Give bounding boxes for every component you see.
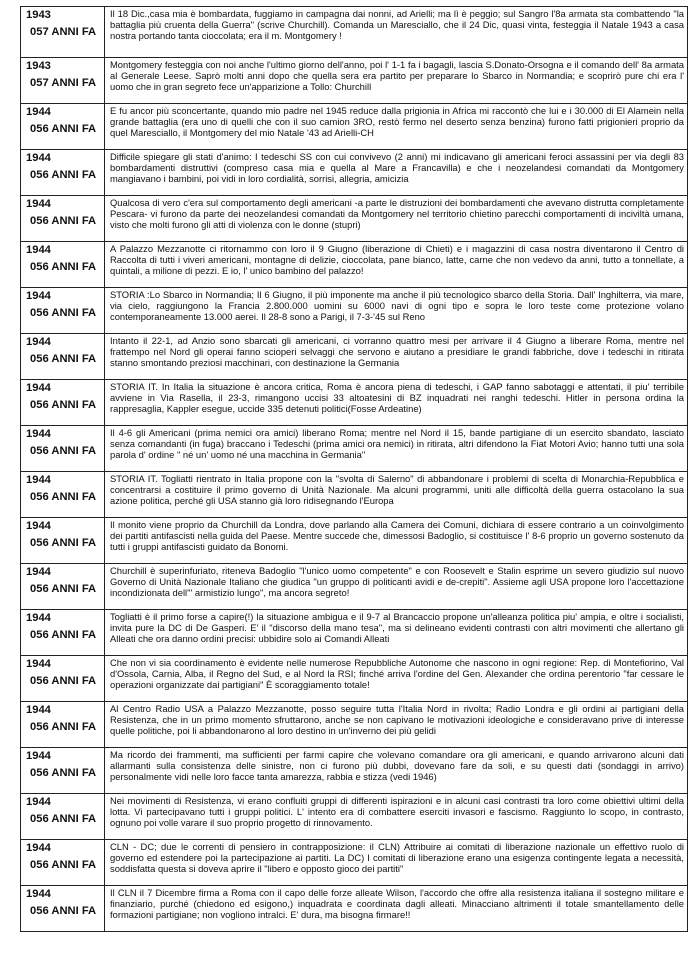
year-label: 1944 <box>26 106 51 118</box>
chronology-page <box>20 6 688 932</box>
chronology-row <box>21 7 688 58</box>
date-cell <box>21 150 105 196</box>
date-cell <box>21 380 105 426</box>
chronology-row <box>21 104 688 150</box>
date-cell <box>21 288 105 334</box>
years-ago-label: 056 ANNI FA <box>30 353 97 365</box>
date-cell <box>21 472 105 518</box>
event-text: Intanto il 22-1, ad Anzio sono sbarcati gli americani, ci vorranno quattro mesi per arrivare il 4 Giugno a liberare Roma, mentre nel frattempo nel Nord gli operai fanno scioperi selvaggi che servono e aiutano a presidiare le grandi fabbriche, dove i tedeschi in ritirata stanno smontando preziosi macchinari, con destinazione la Germania <box>105 334 688 380</box>
years-ago-label: 056 ANNI FA <box>30 767 97 779</box>
year-label: 1943 <box>26 9 51 21</box>
date-cell <box>21 656 105 702</box>
year-label: 1944 <box>26 520 51 532</box>
chronology-row <box>21 656 688 702</box>
years-ago-label: 056 ANNI FA <box>30 123 97 135</box>
chronology-row <box>21 426 688 472</box>
years-ago-label: 056 ANNI FA <box>30 859 97 871</box>
event-text: E fu ancor più sconcertante, quando mio padre nel 1945 reduce dalla prigionia in Africa mi raccontò che lui e i 30.000 di El Alamein nella grande battaglia (era uno di quelli che con il suo camion 3RO, restò fermo nel deserto senza benzina) furono fatti prigionieri proprio da quel Maresciallo, il Montgomery del mio Natale '43 ad Arielli-CH <box>105 104 688 150</box>
event-text: STORIA :Lo Sbarco in Normandia; Il 6 Giugno, il più imponente ma anche il più tecnologico sbarco della Storia. Dall' Inghilterra, via mare, via cielo, raggiungono la Francia 2.800.000 uomini su 6000 navi di ogni tipo e sopra le loro teste come protezione volano contemporaneamente 13.000 aerei. Il 28-8 sono a Parigi, il 7-3-'45 sul Reno <box>105 288 688 334</box>
years-ago-label: 056 ANNI FA <box>30 583 97 595</box>
chronology-row <box>21 886 688 932</box>
event-text: Montgomery festeggia con noi anche l'ultimo giorno dell'anno, poi l' 1-1 fa i bagagli, lascia S.Donato-Orsogna e il comando dell' 8a armata al Generale Leese. Saprò molti anni dopo che quella sera era partito per preparare lo Sbarco in Normandia; e scoprirò pure chi era l' uomo che in gran segreto fece un'apparizione a Tollo: Churchill <box>105 58 688 104</box>
year-label: 1944 <box>26 566 51 578</box>
years-ago-label: 056 ANNI FA <box>30 629 97 641</box>
date-cell <box>21 334 105 380</box>
date-cell <box>21 104 105 150</box>
years-ago-label: 056 ANNI FA <box>30 261 97 273</box>
year-label: 1944 <box>26 290 51 302</box>
date-cell <box>21 886 105 932</box>
event-text: Il monito viene proprio da Churchill da Londra, dove parlando alla Camera dei Comuni, dichiara di essere contrario a un coinvolgimento dei partiti antifascisti nella guida del Paese. Mentre succede che, dimessosi Badoglio, si costituisce l' 8-6 proprio un governo sostenuto da tutti i gruppi antifascisti guidato da Bonomi. <box>105 518 688 564</box>
event-text: Churchill è superinfuriato, riteneva Badoglio "l'unico uomo competente" e con Roosevelt e Stalin esprime un severo giudizio sul nuovo Governo di Unità Nazionale Italiano che giudica "un gruppo di politicanti avidi e de-crepiti". Assieme agli USA propone loro l'accettazione incondizionata dell'" armistizio lungo", ma ancora segreto! <box>105 564 688 610</box>
chronology-row <box>21 702 688 748</box>
event-text: Il CLN il 7 Dicembre firma a Roma con il capo delle forze alleate Wilson, l'accordo che offre alla resistenza italiana il sostegno militare e finanziario, purché (chiedono ed esigono,) inquadrata e coordinata dagli alleati. Minacciano altrimenti il totale smantellamento delle formazioni partigiane; non vogliono intralci. E' dura, ma bisogna firmare!! <box>105 886 688 932</box>
chronology-row <box>21 794 688 840</box>
date-cell <box>21 426 105 472</box>
chronology-row <box>21 288 688 334</box>
chronology-row <box>21 564 688 610</box>
year-label: 1944 <box>26 750 51 762</box>
date-cell <box>21 702 105 748</box>
years-ago-label: 056 ANNI FA <box>30 399 97 411</box>
years-ago-label: 056 ANNI FA <box>30 445 97 457</box>
years-ago-label: 056 ANNI FA <box>30 721 97 733</box>
event-text: A Palazzo Mezzanotte ci ritornammo con loro il 9 Giugno (liberazione di Chieti) e i magazzini di casa nostra diventarono il Centro di Raccolta di tutti i viveri americani, montagne di delizie, cioccolata, pane bianco, latte, carne che non vedevo da anni, tutto a tonnellate, a quintali, a milione di pezzi. E io, l' unico bambino del palazzo! <box>105 242 688 288</box>
year-label: 1944 <box>26 198 51 210</box>
chronology-table <box>20 6 688 932</box>
years-ago-label: 056 ANNI FA <box>30 905 97 917</box>
chronology-row <box>21 58 688 104</box>
year-label: 1943 <box>26 60 51 72</box>
date-cell <box>21 840 105 886</box>
event-text: Qualcosa di vero c'era sul comportamento degli americani -a parte le distruzioni dei bombardamenti che avevano distrutta completamente Pescara- vi furono da parte dei neozelandesi comandati da Montgomery nel territorio chietino parecchi comportamenti di inciviltà umana, visto che molti furono gli atti di violenza con le donne (stupri) <box>105 196 688 242</box>
year-label: 1944 <box>26 842 51 854</box>
years-ago-label: 057 ANNI FA <box>30 77 97 89</box>
years-ago-label: 056 ANNI FA <box>30 675 97 687</box>
event-text: Ma ricordo dei frammenti, ma sufficienti per farmi capire che volevano comandare ora gli americani, e quando arrivarono alcuni dati allarmanti sulla consistenza delle sinistre, non ci furono più dubbi, dovevano fare da soli, e su questi dati (sondaggi in arrivo) personalmente vidi nelle loro facce tanta amarezza, rabbia e stizza (vedi 1946) <box>105 748 688 794</box>
year-label: 1944 <box>26 428 51 440</box>
date-cell <box>21 610 105 656</box>
event-text: Nei movimenti di Resistenza, vi erano confluiti gruppi di differenti ispirazioni e in alcuni casi contrasti tra loro come obiettivi ultimi della lotta. Vi partecipavano tutti i gruppi politici. L' intento era di combattere eserciti invasori e fascismo. Raggiunto lo scopo, in contrasto, ognuno poi volle varare il suo proprio progetto di rinnovamento. <box>105 794 688 840</box>
chronology-row <box>21 242 688 288</box>
year-label: 1944 <box>26 612 51 624</box>
years-ago-label: 056 ANNI FA <box>30 813 97 825</box>
year-label: 1944 <box>26 474 51 486</box>
date-cell <box>21 7 105 58</box>
year-label: 1944 <box>26 888 51 900</box>
years-ago-label: 056 ANNI FA <box>30 215 97 227</box>
year-label: 1944 <box>26 796 51 808</box>
date-cell <box>21 518 105 564</box>
date-cell <box>21 748 105 794</box>
event-text: CLN - DC; due le correnti di pensiero in contrapposizione: il CLN) Attribuire ai comitati di liberazione nazionale un effettivo ruolo di governo ed estendere poi la partecipazione ai partiti. La DC) I comitati di liberazione erano una esigenza contingente legata a necessità, soddisfatta questa si doveva aprire il "libero e opposto gioco dei partiti" <box>105 840 688 886</box>
year-label: 1944 <box>26 704 51 716</box>
years-ago-label: 056 ANNI FA <box>30 169 97 181</box>
event-text: STORIA IT. Togliatti rientrato in Italia propone con la "svolta di Salerno" di abbandonare i problemi di scelta di Monarchia-Repubblica e concentrarsi a costituire il primo governo di Unità Nazionale. Ma alcuni programmi, uniti alle difficoltà della guerra ostacolano la sua azione politica, perché gli USA stanno già loro ridisegnando l'Europa <box>105 472 688 518</box>
years-ago-label: 056 ANNI FA <box>30 307 97 319</box>
event-text: Il 4-6 gli Americani (prima nemici ora amici) liberano Roma; mentre nel Nord il 15, bande partigiane di un esercito sbandato, lasciato senza comandanti (in fuga) braccano i Tedeschi (prima amici ora nemici) in ritirata, altri difendono la Fiat Motori Avio; hanno tutti una sola parola d' ordine " né un' uomo né una macchina in Germania" <box>105 426 688 472</box>
date-cell <box>21 242 105 288</box>
years-ago-label: 056 ANNI FA <box>30 491 97 503</box>
years-ago-label: 057 ANNI FA <box>30 26 97 38</box>
chronology-row <box>21 518 688 564</box>
date-cell <box>21 196 105 242</box>
event-text: Difficile spiegare gli stati d'animo: I tedeschi SS con cui convivevo (2 anni) mi indicavano gli americani feroci assassini per via degli 83 bombardamenti distruttivi (compreso casa mia e quella al Mare a Francavilla) e che i neozelandesi comandati da Montgomery mangiavano i bambini, poi vidi in loro cordialità, sorrisi, allegria, amicizia <box>105 150 688 196</box>
date-cell <box>21 564 105 610</box>
chronology-row <box>21 334 688 380</box>
year-label: 1944 <box>26 336 51 348</box>
years-ago-label: 056 ANNI FA <box>30 537 97 549</box>
date-cell <box>21 794 105 840</box>
chronology-row <box>21 380 688 426</box>
chronology-row <box>21 196 688 242</box>
event-text: STORIA IT. In Italia la situazione è ancora critica, Roma è ancora piena di tedeschi, i GAP fanno sabotaggi e attentati, il piu' terribile avviene in Via Rasella, il 23-3, rimangono uccisi 33 altoatesini di BZ inquadrati nei ranghi tedeschi. Hitler in persona ordina la rappresaglia, Kappler esegue, uccide 335 detenuti politici(Fosse Ardeatine) <box>105 380 688 426</box>
chronology-row <box>21 610 688 656</box>
chronology-row <box>21 472 688 518</box>
event-text: Il 18 Dic.,casa mia è bombardata, fuggiamo in campagna dai nonni, ad Arielli; ma lì è peggio; sul Sangro l'8a armata sta combattendo "la battaglia più cruenta della Guerra" (scrive Churchill). Comanda un Maresciallo, che il 24 Dic, quasi vinta, festeggia il Natale 1943 a casa nostra portando tanta cioccolata; era il m. Montgomery ! <box>105 7 688 58</box>
event-text: Che non vi sia coordinamento è evidente nelle numerose Repubbliche Autonome che nascono in ogni regione: Rep. di Montefiorino, Val d'Ossola, Carnia, Alba, il Regno del Sud, e al Nord la RSI; finché arriva l'ordine del Gen. Alexander che ordina perentorio "far cessare le operazioni organizzate dai partigiani" È scoraggiamento totale! <box>105 656 688 702</box>
event-text: Al Centro Radio USA a Palazzo Mezzanotte, posso seguire tutta l'Italia Nord in rivolta; Radio Londra e gli ordini ai partigiani della Resistenza, che in un primo momento sfruttarono, anche se non capivano le motivazioni ideologiche e consideravano prive di interesse quelle politiche, poi li abbandonarono al loro destino in un'inverno dei più gelidi <box>105 702 688 748</box>
year-label: 1944 <box>26 658 51 670</box>
chronology-row <box>21 840 688 886</box>
event-text: Togliatti è il primo forse a capire(!) la situazione ambigua e il 9-7 al Brancaccio propone un'alleanza politica piu' ampia, e oltre i socialisti, invita pure la DC di De Gasperi. E' il "discorso della mano tesa", ma si delineano evidenti contrasti con altri movimenti che allertano gli Alleati che ora danno ordini precisi: ubbidire solo ai Comandi Alleati <box>105 610 688 656</box>
date-cell <box>21 58 105 104</box>
chronology-row <box>21 748 688 794</box>
year-label: 1944 <box>26 382 51 394</box>
year-label: 1944 <box>26 152 51 164</box>
year-label: 1944 <box>26 244 51 256</box>
chronology-row <box>21 150 688 196</box>
